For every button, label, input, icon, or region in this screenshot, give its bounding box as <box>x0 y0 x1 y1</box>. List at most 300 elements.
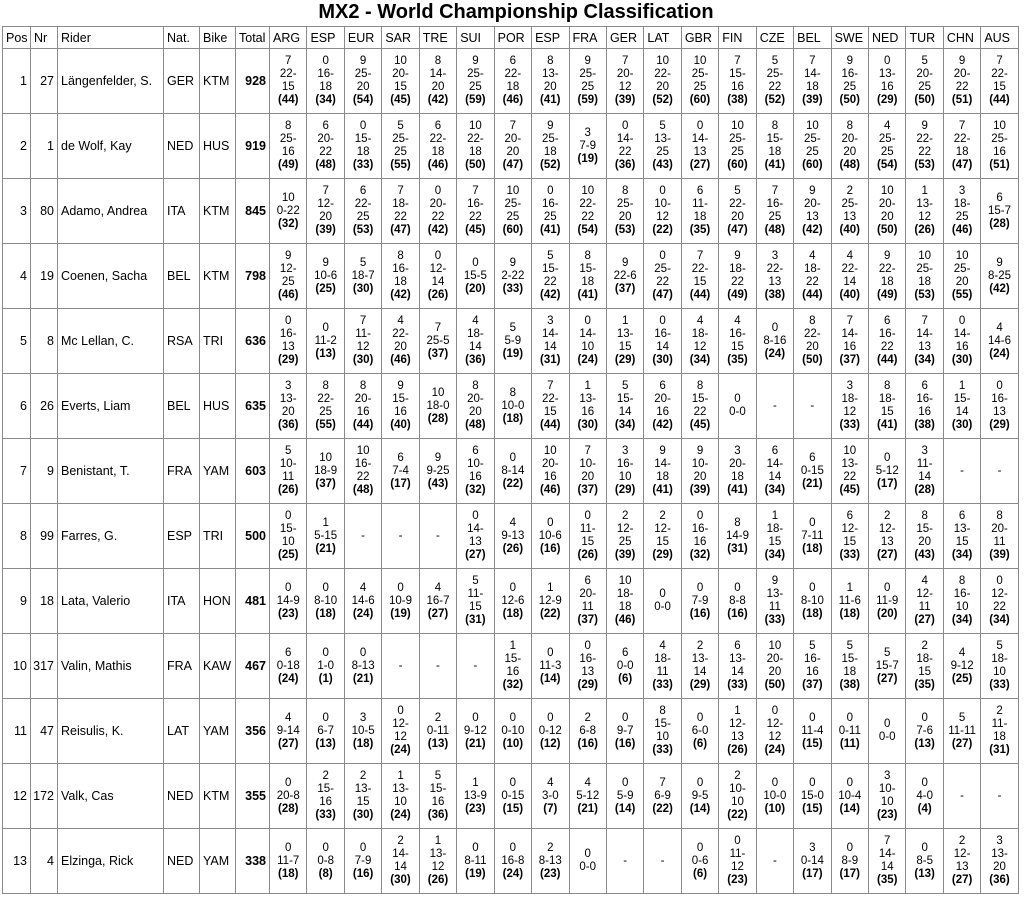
race-points: (8) <box>318 867 333 880</box>
column-header: SUI <box>457 27 494 49</box>
race-result-cell <box>794 764 831 829</box>
race-points: (14) <box>540 672 561 685</box>
race-points: (17) <box>876 477 898 490</box>
race-scores: 5 25- 22 <box>766 55 784 93</box>
race-scores: 3 7-9 <box>579 126 597 152</box>
race-result-cell <box>382 699 419 764</box>
cell-bike: KTM <box>200 49 236 114</box>
race-scores: 0 16- 25 <box>541 185 559 223</box>
race-scores: - <box>660 854 665 867</box>
race-scores: 0 12- 22 <box>991 575 1008 613</box>
cell-total: 500 <box>236 504 270 569</box>
race-points: (17) <box>390 477 411 490</box>
race-scores: 9 10- 20 <box>691 445 709 483</box>
cell-rider: Elzinga, Rick <box>58 829 164 894</box>
race-result-cell <box>382 49 419 114</box>
race-points: (26) <box>427 874 449 886</box>
race-points: (53) <box>352 224 374 236</box>
race-scores: 4 16-7 <box>426 581 450 607</box>
column-header: TUR <box>906 27 943 49</box>
race-result-cell <box>943 569 980 634</box>
race-result-cell <box>307 439 344 504</box>
race-scores: 10 18-9 <box>314 451 338 477</box>
race-result-cell <box>569 699 606 764</box>
race-result-cell <box>681 374 718 439</box>
cell-nat: RSA <box>164 309 200 374</box>
race-result-cell <box>344 829 381 894</box>
race-points: (49) <box>277 159 299 171</box>
race-points: (22) <box>502 477 524 490</box>
race-points: (18) <box>352 737 374 750</box>
race-points: (18) <box>839 607 860 620</box>
race-result-cell <box>869 244 906 309</box>
column-header: LAT <box>644 27 681 49</box>
cell-pos: 4 <box>3 244 31 309</box>
race-result-cell <box>344 114 381 179</box>
race-scores: 10 25- 25 <box>804 120 821 158</box>
table-row <box>3 179 1019 244</box>
race-points: (24) <box>390 809 411 821</box>
race-scores: 0 15- 10 <box>279 510 297 548</box>
race-scores: 3 20- 18 <box>729 445 746 483</box>
race-result-cell <box>943 179 980 244</box>
column-header: TRE <box>419 27 456 49</box>
race-scores: 9 25- 18 <box>541 120 559 158</box>
race-result-cell <box>419 764 456 829</box>
race-result-cell <box>906 374 943 439</box>
race-scores: 5 5-9 <box>504 321 522 347</box>
race-points: (35) <box>876 874 898 886</box>
race-scores: 7 11- 12 <box>355 315 371 353</box>
race-result-cell <box>344 504 381 569</box>
race-result-cell <box>344 439 381 504</box>
race-points: (44) <box>352 419 374 431</box>
race-result-cell <box>869 439 906 504</box>
race-scores: - <box>398 529 403 542</box>
race-result-cell <box>794 634 831 699</box>
race-scores: 7 22- 15 <box>991 55 1008 93</box>
race-scores: 0 8-8 <box>729 581 746 607</box>
race-points: (52) <box>764 94 786 106</box>
race-points: (51) <box>951 94 973 106</box>
race-scores: 2 12- 13 <box>953 835 971 873</box>
race-scores: - <box>623 854 628 867</box>
race-points: (34) <box>764 549 786 561</box>
race-result-cell <box>906 699 943 764</box>
race-result-cell <box>270 49 307 114</box>
race-result-cell <box>532 309 569 374</box>
race-scores: 2 13- 15 <box>354 770 372 808</box>
race-result-cell <box>831 764 868 829</box>
race-points: (27) <box>914 614 935 626</box>
race-points: (55) <box>390 159 411 171</box>
cell-nat: ITA <box>164 569 200 634</box>
race-scores: 6 15-7 <box>988 191 1012 217</box>
race-points: (23) <box>465 802 486 815</box>
cell-rider: Everts, Liam <box>58 374 164 439</box>
cell-bike: TRI <box>200 504 236 569</box>
race-scores: 0 14- 10 <box>579 315 597 353</box>
race-points: (14) <box>689 802 711 815</box>
race-points: (23) <box>277 607 299 620</box>
race-scores: 10 25- 25 <box>729 120 746 158</box>
race-result-cell <box>457 634 494 699</box>
race-points: (18) <box>802 607 823 620</box>
race-points: (41) <box>876 419 898 431</box>
race-points: (55) <box>951 289 973 301</box>
cell-bike: HON <box>200 569 236 634</box>
race-scores: 0 7-6 <box>916 711 933 737</box>
column-header: Pos <box>3 27 31 49</box>
cell-pos: 1 <box>3 49 31 114</box>
race-scores: 9 12- 25 <box>279 250 297 288</box>
race-scores: 1 13- 12 <box>916 185 933 223</box>
race-points: (42) <box>427 94 449 106</box>
race-points: (45) <box>390 94 411 106</box>
race-result-cell <box>943 374 980 439</box>
race-points: (44) <box>540 419 561 431</box>
race-result-cell <box>644 114 681 179</box>
race-scores: 5 15- 18 <box>841 640 859 678</box>
race-scores: 0 7-9 <box>691 581 709 607</box>
cell-nr: 26 <box>31 374 58 439</box>
race-points: (27) <box>689 159 711 171</box>
race-scores: 6 0-15 <box>800 451 824 477</box>
race-result-cell <box>307 309 344 374</box>
race-points: (30) <box>352 354 374 366</box>
race-scores: - <box>772 854 777 867</box>
cell-total: 467 <box>236 634 270 699</box>
race-points: (18) <box>315 607 336 620</box>
race-points: (47) <box>951 159 973 171</box>
race-points: (43) <box>427 477 449 490</box>
table-row <box>3 114 1019 179</box>
race-points: (50) <box>876 224 898 236</box>
race-result-cell <box>494 49 531 114</box>
race-result-cell <box>681 439 718 504</box>
race-scores: 6 11- 18 <box>692 185 708 223</box>
race-scores: 10 20- 20 <box>766 640 784 678</box>
race-points: (18) <box>502 412 524 425</box>
race-result-cell <box>307 634 344 699</box>
race-points: (53) <box>914 159 935 171</box>
race-points: (29) <box>652 549 673 561</box>
race-scores: 9 18- 22 <box>729 250 746 288</box>
cell-pos: 5 <box>3 309 31 374</box>
race-scores: 8 15- 20 <box>916 510 933 548</box>
race-points: (48) <box>839 159 860 171</box>
race-points: (10) <box>502 737 524 750</box>
race-scores: 0 16- 18 <box>317 55 334 93</box>
race-result-cell <box>644 179 681 244</box>
race-result-cell <box>494 504 531 569</box>
race-points: (39) <box>989 549 1010 561</box>
race-result-cell <box>644 244 681 309</box>
column-header: CHN <box>943 27 980 49</box>
race-result-cell <box>569 569 606 634</box>
race-result-cell <box>644 829 681 894</box>
race-scores: 0 10-0 <box>763 776 787 802</box>
race-points: (13) <box>914 867 935 880</box>
race-scores: 3 18- 25 <box>953 185 971 223</box>
race-result-cell <box>644 504 681 569</box>
race-scores: 7 16- 22 <box>467 185 484 223</box>
race-result-cell <box>569 114 606 179</box>
race-scores: 4 5-12 <box>576 776 600 802</box>
race-points: (36) <box>465 354 486 366</box>
race-points: (27) <box>876 549 898 561</box>
race-scores: 0 16- 14 <box>654 315 671 353</box>
cell-nr: 19 <box>31 244 58 309</box>
race-scores: 3 13- 20 <box>991 835 1008 873</box>
race-points: (33) <box>352 159 374 171</box>
race-scores: 0 6-0 <box>691 711 709 737</box>
race-result-cell <box>307 244 344 309</box>
race-points: (44) <box>689 289 711 301</box>
cell-bike: HUS <box>200 374 236 439</box>
cell-rider: Valk, Cas <box>58 764 164 829</box>
race-points: (59) <box>465 94 486 106</box>
race-result-cell <box>756 764 793 829</box>
race-result-cell <box>494 179 531 244</box>
race-result-cell <box>307 374 344 439</box>
race-scores: 6 22- 25 <box>354 185 372 223</box>
race-points: (31) <box>727 542 748 555</box>
race-scores: 7 14- 16 <box>841 315 859 353</box>
race-scores: 0 0-15 <box>501 776 525 802</box>
race-points: (29) <box>614 354 636 366</box>
race-result-cell <box>344 569 381 634</box>
race-points: (21) <box>465 737 486 750</box>
race-points: (46) <box>951 224 973 236</box>
race-scores: 0 0-0 <box>579 848 597 873</box>
table-row <box>3 764 1019 829</box>
race-points: (59) <box>577 94 598 106</box>
race-scores: 9 14- 18 <box>654 445 671 483</box>
race-result-cell <box>719 504 756 569</box>
race-result-cell <box>943 829 980 894</box>
race-scores: 0 16- 13 <box>991 380 1008 418</box>
table-row <box>3 634 1019 699</box>
column-header: Bike <box>200 27 236 49</box>
race-scores: 8 14-9 <box>725 516 749 542</box>
race-points: (33) <box>989 679 1010 691</box>
race-scores: 10 25- 16 <box>991 120 1008 158</box>
race-points: (18) <box>277 867 299 880</box>
cell-pos: 13 <box>3 829 31 894</box>
race-result-cell <box>457 49 494 114</box>
race-scores: 7 14- 18 <box>804 55 821 93</box>
race-scores: 8 22- 25 <box>317 380 334 418</box>
race-result-cell <box>869 49 906 114</box>
race-result-cell <box>569 179 606 244</box>
race-scores: 7 16- 25 <box>766 185 784 223</box>
race-points: (30) <box>352 809 374 821</box>
race-result-cell <box>569 244 606 309</box>
race-scores: 0 5-12 <box>875 451 899 477</box>
race-points: (18) <box>502 607 524 620</box>
race-result-cell <box>606 569 643 634</box>
race-scores: 1 13- 15 <box>616 315 634 353</box>
cell-nr: 8 <box>31 309 58 374</box>
race-scores: 9 15- 16 <box>392 380 409 418</box>
race-result-cell <box>756 439 793 504</box>
race-scores: 6 20- 22 <box>317 120 334 158</box>
race-scores: 7 20- 20 <box>504 120 522 158</box>
race-points: (24) <box>764 347 786 360</box>
race-scores: 6 22- 18 <box>429 120 447 158</box>
race-result-cell <box>569 374 606 439</box>
race-scores: 0 11-7 <box>277 841 300 867</box>
race-points: (39) <box>689 484 711 496</box>
race-result-cell <box>756 699 793 764</box>
race-scores: 10 20- 20 <box>878 185 896 223</box>
race-result-cell <box>606 244 643 309</box>
cell-total: 928 <box>236 49 270 114</box>
race-points: (24) <box>989 347 1010 360</box>
race-scores: 8 16- 10 <box>953 575 971 613</box>
race-result-cell <box>794 114 831 179</box>
race-result-cell <box>457 829 494 894</box>
race-result-cell <box>382 309 419 374</box>
race-scores: 8 20- 11 <box>991 510 1008 548</box>
race-result-cell <box>869 764 906 829</box>
race-scores: 0 11-2 <box>314 321 337 347</box>
race-result-cell <box>869 374 906 439</box>
race-points: (35) <box>727 354 748 366</box>
race-result-cell <box>644 699 681 764</box>
race-points: (48) <box>465 419 486 431</box>
race-result-cell <box>943 504 980 569</box>
race-scores: 1 13- 10 <box>392 770 409 808</box>
race-result-cell <box>457 699 494 764</box>
race-scores: 9 9-25 <box>426 451 450 477</box>
race-scores: 0 8-5 <box>916 841 933 867</box>
race-points: (15) <box>502 802 524 815</box>
race-scores: 0 10-4 <box>838 776 862 802</box>
race-points: (13) <box>315 737 336 750</box>
cell-nr: 27 <box>31 49 58 114</box>
race-result-cell <box>644 309 681 374</box>
race-points: (32) <box>277 217 299 230</box>
race-scores: 2 12- 13 <box>878 510 896 548</box>
race-scores: 0 6-7 <box>317 711 334 737</box>
race-result-cell <box>981 634 1018 699</box>
race-points: (31) <box>540 354 561 366</box>
race-result-cell <box>869 179 906 244</box>
race-result-cell <box>981 439 1018 504</box>
race-points: (26) <box>577 549 598 561</box>
race-result-cell <box>270 309 307 374</box>
race-points: (26) <box>914 224 935 236</box>
race-scores: 0 20- 22 <box>429 185 447 223</box>
race-points: (19) <box>577 152 598 165</box>
race-points: (49) <box>876 289 898 301</box>
race-result-cell <box>382 439 419 504</box>
race-result-cell <box>794 504 831 569</box>
race-points: (26) <box>277 484 299 496</box>
race-points: (26) <box>502 542 524 555</box>
race-scores: 0 8-10 <box>800 581 824 607</box>
race-result-cell <box>606 374 643 439</box>
race-points: (42) <box>802 224 823 236</box>
race-points: (46) <box>390 354 411 366</box>
race-scores: 0 8-10 <box>314 581 338 607</box>
race-points: (60) <box>727 159 748 171</box>
table-row <box>3 829 1019 894</box>
race-result-cell <box>419 504 456 569</box>
race-result-cell <box>344 634 381 699</box>
race-scores: 10 18-0 <box>426 386 450 412</box>
race-result-cell <box>532 699 569 764</box>
race-result-cell <box>869 634 906 699</box>
race-points: (29) <box>876 94 898 106</box>
race-points: (53) <box>614 224 636 236</box>
race-scores: - <box>436 659 440 672</box>
race-result-cell <box>344 374 381 439</box>
race-scores: - <box>398 659 403 672</box>
race-result-cell <box>532 439 569 504</box>
race-result-cell <box>457 309 494 374</box>
cell-pos: 8 <box>3 504 31 569</box>
race-scores: 7 22- 15 <box>541 380 559 418</box>
column-header: GER <box>606 27 643 49</box>
race-scores: 0 9-12 <box>463 711 487 737</box>
race-result-cell <box>644 439 681 504</box>
race-points: (37) <box>315 477 336 490</box>
race-result-cell <box>344 764 381 829</box>
race-result-cell <box>719 309 756 374</box>
race-scores: 10 22- 22 <box>579 185 597 223</box>
race-result-cell <box>681 244 718 309</box>
race-scores: 9 25- 25 <box>467 55 484 93</box>
race-result-cell <box>831 829 868 894</box>
race-result-cell <box>494 699 531 764</box>
cell-bike: TRI <box>200 309 236 374</box>
race-result-cell <box>719 49 756 114</box>
race-result-cell <box>532 764 569 829</box>
race-scores: 4 9-12 <box>950 646 974 672</box>
race-result-cell <box>794 699 831 764</box>
race-points: (39) <box>614 94 636 106</box>
race-points: (44) <box>277 94 299 106</box>
race-result-cell <box>943 244 980 309</box>
race-result-cell <box>606 179 643 244</box>
race-scores: 2 0-11 <box>426 711 450 737</box>
race-result-cell <box>270 764 307 829</box>
race-scores: 0 0-12 <box>538 711 562 737</box>
cell-total: 356 <box>236 699 270 764</box>
race-scores: 0 11- 12 <box>729 835 746 873</box>
race-result-cell <box>943 309 980 374</box>
race-points: (22) <box>652 802 673 815</box>
race-points: (27) <box>427 607 449 620</box>
race-scores: 3 11- 14 <box>916 445 933 483</box>
race-points: (30) <box>352 282 374 295</box>
race-scores: 5 16- 16 <box>804 640 821 678</box>
race-points: (47) <box>390 224 411 236</box>
race-points: (30) <box>951 354 973 366</box>
race-points: (27) <box>465 549 486 561</box>
cell-nr: 172 <box>31 764 58 829</box>
race-result-cell <box>869 829 906 894</box>
race-result-cell <box>831 114 868 179</box>
race-result-cell <box>719 439 756 504</box>
race-scores: 10 25- 20 <box>953 250 971 288</box>
race-result-cell <box>307 179 344 244</box>
race-scores: 6 0-18 <box>276 646 300 672</box>
race-points: (46) <box>427 159 449 171</box>
